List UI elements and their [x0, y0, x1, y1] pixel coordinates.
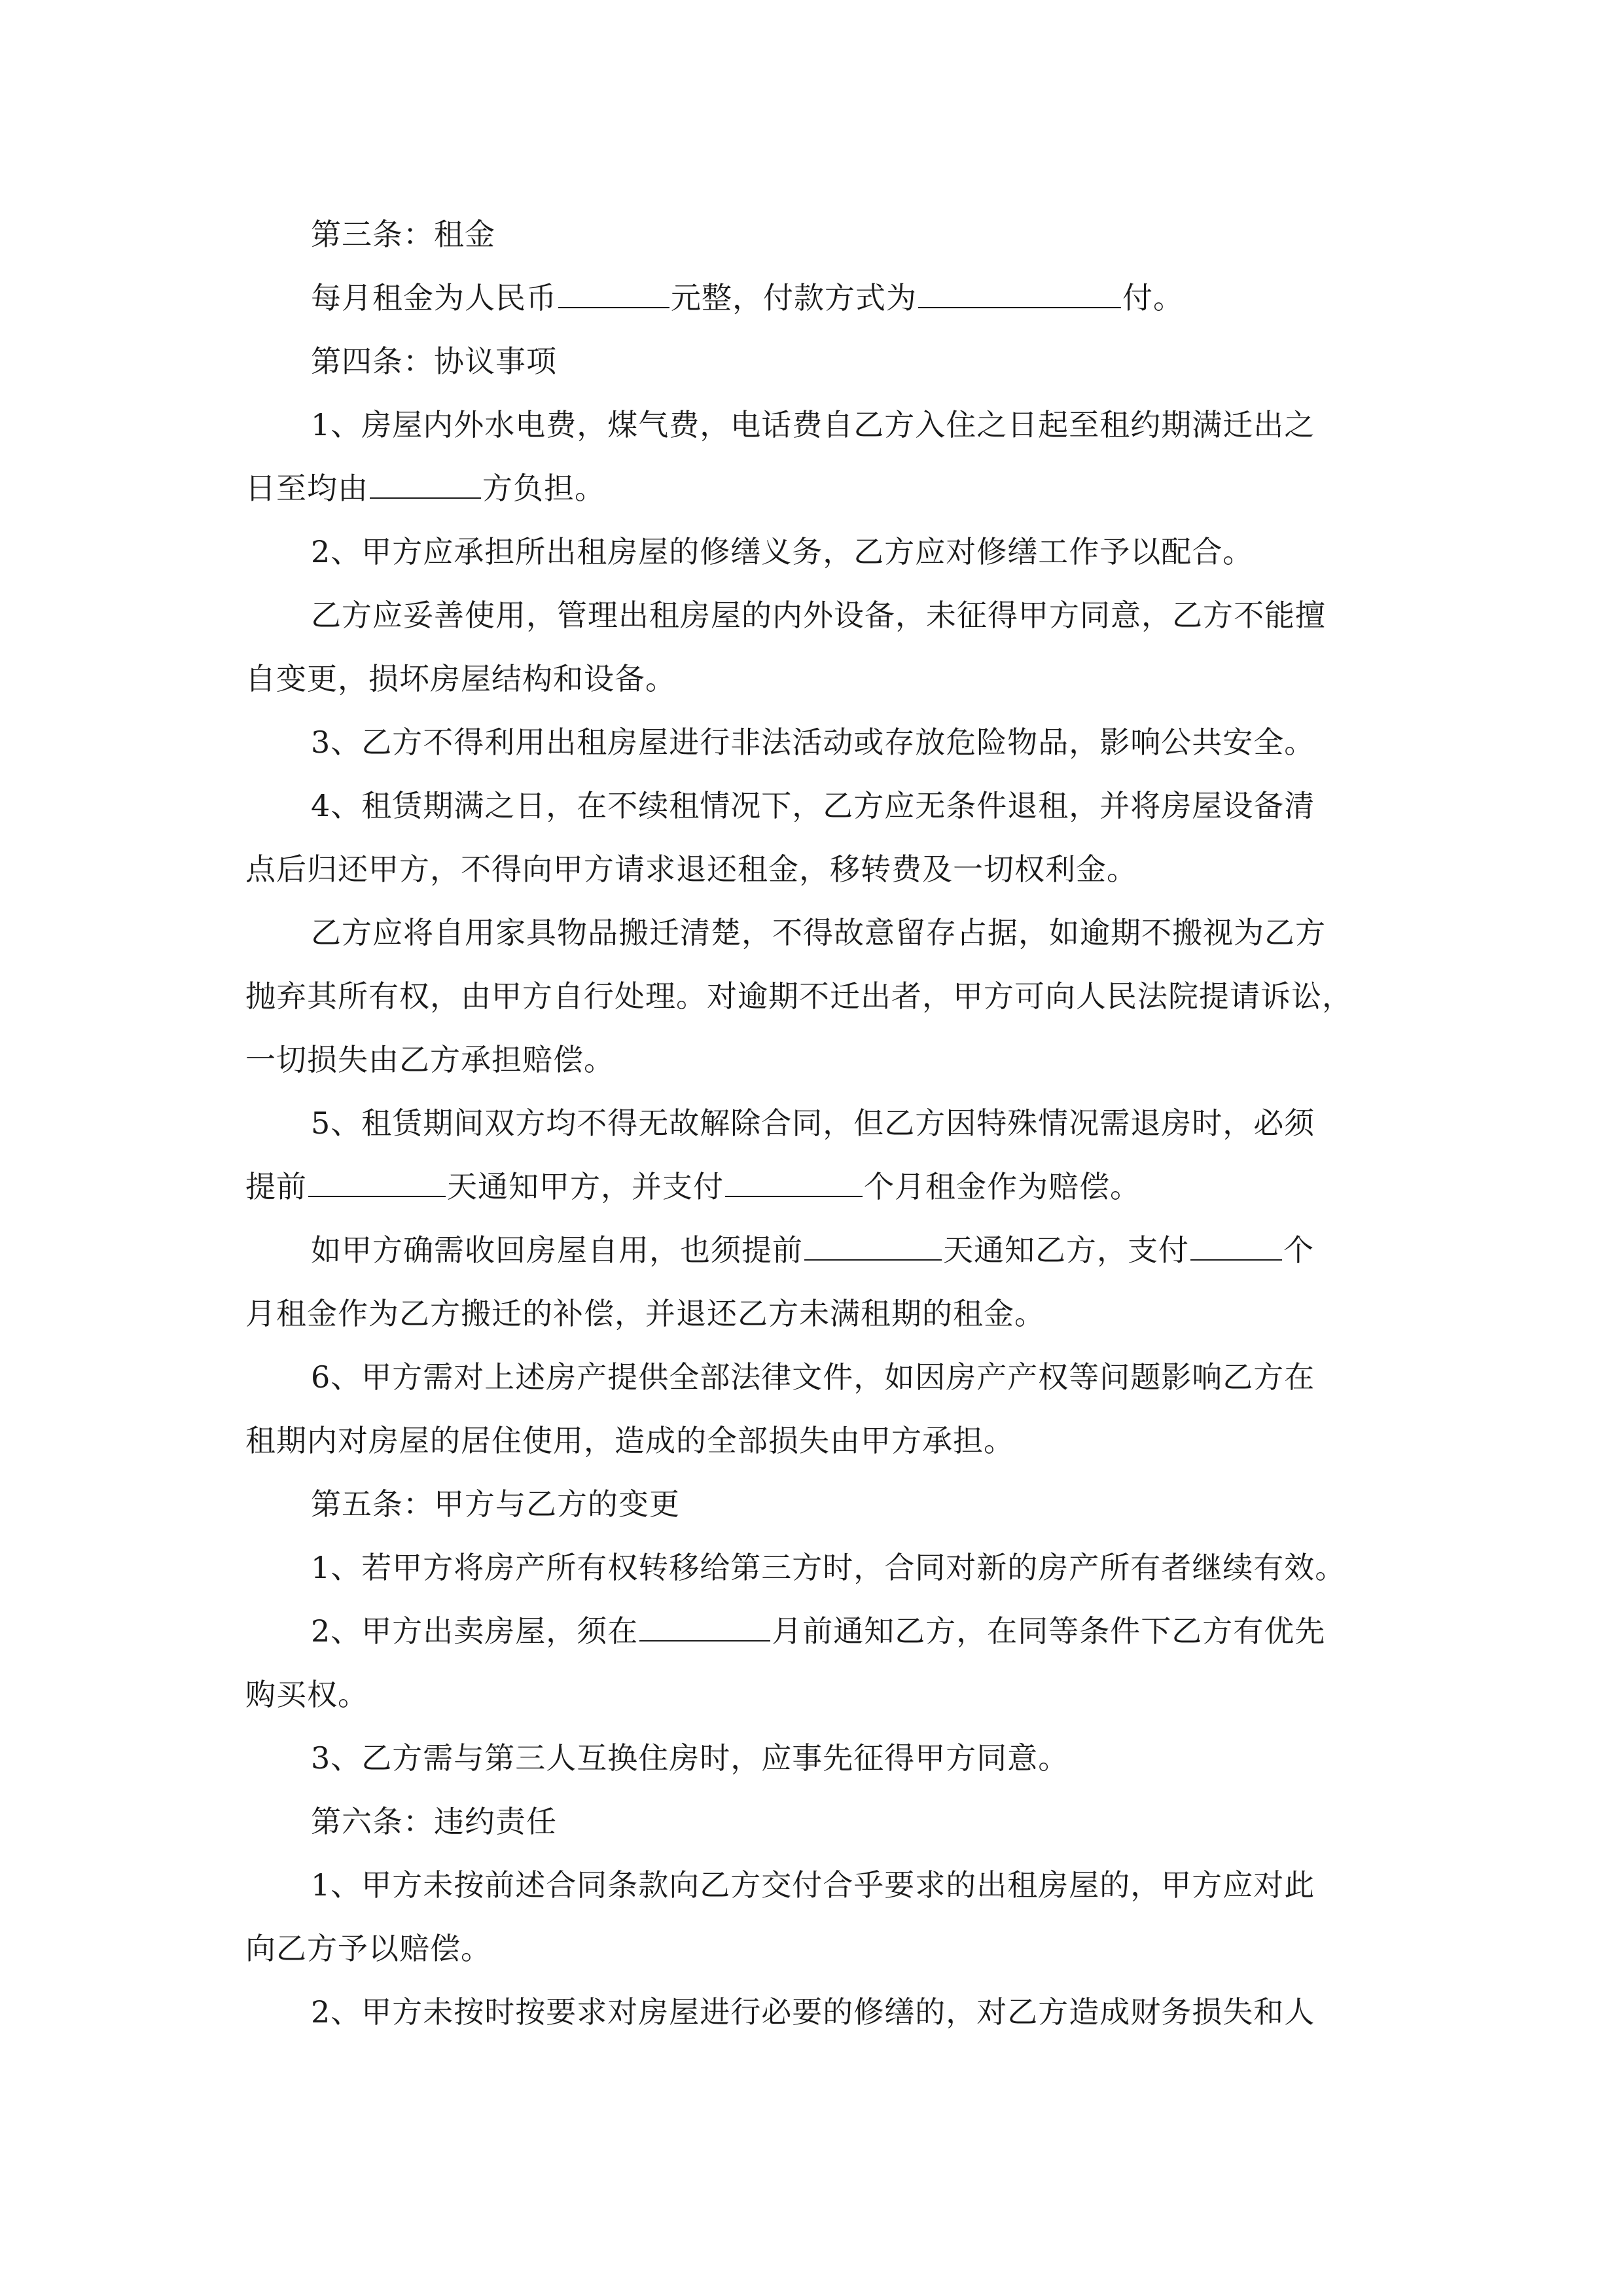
clause-4-4-line-1	[245, 774, 1384, 838]
clause-4-4-text-2: 点后归还甲方，不得向甲方请求退还租金，移转费及一切权利金。	[245, 852, 1137, 887]
clause-5-2-text-1b: 月前通知乙方，在同等条件下乙方有优先	[772, 1613, 1326, 1649]
clause-4-4b-text-2: 抛弃其所有权，由甲方自行处理。对逾期不迁出者，甲方可向人民法院提请诉讼，	[245, 978, 1353, 1014]
tenant-notice-days-blank	[308, 1170, 446, 1197]
rent-text-a: 每月租金为人民币	[311, 280, 557, 315]
clause-4-5-text-2a: 提前	[245, 1169, 307, 1204]
clause-4-1-text-2b: 方负担。	[482, 471, 605, 506]
clause-6-1-text-1: 1、甲方未按前述合同条款向乙方交付合乎要求的出租房屋的，甲方应对此	[311, 1867, 1315, 1903]
clause-4-6-text-1: 6、甲方需对上述房产提供全部法律文件，如因房产产权等问题影响乙方在	[311, 1359, 1315, 1395]
rent-text-b: 元整，付款方式为	[671, 280, 917, 315]
rent-text-c: 付。	[1122, 280, 1184, 315]
clause-4-2b-text-2: 自变更，损坏房屋结构和设备。	[245, 661, 676, 696]
rent-amount-blank	[558, 281, 669, 308]
landlord-notice-days-blank	[804, 1233, 942, 1261]
article-4-heading-text: 第四条：协议事项	[311, 344, 557, 379]
document-body	[245, 203, 1384, 2044]
clause-4-5b-text-1a: 如甲方确需收回房屋自用，也须提前	[311, 1232, 803, 1268]
clause-4-2-text: 2、甲方应承担所出租房屋的修缮义务，乙方应对修缮工作予以配合。	[311, 534, 1254, 569]
clause-4-4-text-1: 4、租赁期满之日，在不续租情况下，乙方应无条件退租，并将房屋设备清	[311, 788, 1315, 823]
article-6-heading-text: 第六条：违约责任	[311, 1804, 557, 1839]
clause-4-1-text-1: 1、房屋内外水电费，煤气费，电话费自乙方入住之日起至租约期满迁出之	[311, 407, 1315, 442]
article-4-heading	[245, 330, 1384, 393]
clause-4-5b-text-1c: 个	[1283, 1232, 1314, 1268]
clause-4-4b-line-1	[245, 901, 1384, 965]
clause-5-2-line-1	[245, 1600, 1384, 1663]
clause-4-4b-text-1: 乙方应将自用家具物品搬迁清楚，不得故意留存占据，如逾期不搬视为乙方	[311, 915, 1326, 950]
clause-4-4b-text-3: 一切损失由乙方承担赔偿。	[245, 1042, 615, 1077]
clause-4-4b-line-3	[245, 1028, 1384, 1092]
sale-notice-months-blank	[639, 1614, 770, 1641]
clause-4-5-text-2c: 个月租金作为赔偿。	[864, 1169, 1141, 1204]
article-6-heading	[245, 1790, 1384, 1854]
clause-4-5b-text-1b: 天通知乙方，支付	[943, 1232, 1189, 1268]
clause-5-3-text: 3、乙方需与第三人互换住房时，应事先征得甲方同意。	[311, 1740, 1069, 1776]
article-5-heading	[245, 1473, 1384, 1536]
clause-5-2-text-2: 购买权。	[245, 1677, 368, 1712]
rent-paragraph	[245, 266, 1384, 330]
payment-method-blank	[918, 281, 1121, 308]
clause-5-1-text: 1、若甲方将房产所有权转移给第三方时，合同对新的房产所有者继续有效。	[311, 1550, 1346, 1585]
clause-5-1-line-1	[245, 1536, 1384, 1600]
clause-4-5-line-2	[245, 1155, 1384, 1219]
clause-4-2-line-1	[245, 520, 1384, 584]
clause-4-4-line-2	[245, 838, 1384, 901]
clause-4-5b-line-2	[245, 1282, 1384, 1346]
landlord-compensation-months-blank	[1190, 1233, 1282, 1261]
utility-party-blank	[370, 471, 481, 499]
clause-4-6-line-1	[245, 1346, 1384, 1409]
clause-5-2-line-2	[245, 1663, 1384, 1727]
clause-4-5b-text-2: 月租金作为乙方搬迁的补偿，并退还乙方未满租期的租金。	[245, 1296, 1045, 1331]
clause-4-3-line-1	[245, 711, 1384, 774]
clause-6-1-line-1	[245, 1854, 1384, 1917]
article-3-heading	[245, 203, 1384, 266]
clause-6-2-line-1	[245, 1981, 1384, 2044]
clause-4-3-text: 3、乙方不得利用出租房屋进行非法活动或存放危险物品，影响公共安全。	[311, 725, 1315, 760]
clause-4-5-line-1	[245, 1092, 1384, 1155]
clause-4-1-line-2	[245, 457, 1384, 520]
clause-4-5b-line-1	[245, 1219, 1384, 1282]
clause-6-2-text-1: 2、甲方未按时按要求对房屋进行必要的修缮的，对乙方造成财务损失和人	[311, 1994, 1315, 2030]
clause-4-6-line-2	[245, 1409, 1384, 1473]
clause-4-1-text-2a: 日至均由	[245, 471, 368, 506]
article-3-heading-text: 第三条：租金	[311, 217, 495, 252]
clause-6-1-line-2	[245, 1917, 1384, 1981]
clause-4-6-text-2: 租期内对房屋的居住使用，造成的全部损失由甲方承担。	[245, 1423, 1014, 1458]
clause-4-5-text-2b: 天通知甲方，并支付	[447, 1169, 724, 1204]
clause-5-3-line-1	[245, 1727, 1384, 1790]
clause-4-2b-line-2	[245, 647, 1384, 711]
clause-5-2-text-1a: 2、甲方出卖房屋，须在	[311, 1613, 639, 1649]
clause-4-2b-text-1: 乙方应妥善使用，管理出租房屋的内外设备，未征得甲方同意，乙方不能擅	[311, 598, 1326, 633]
clause-4-5-text-1: 5、租赁期间双方均不得无故解除合同，但乙方因特殊情况需退房时，必须	[311, 1105, 1315, 1141]
tenant-compensation-months-blank	[725, 1170, 863, 1197]
clause-4-2b-line-1	[245, 584, 1384, 647]
clause-6-1-text-2: 向乙方予以赔偿。	[245, 1931, 491, 1966]
clause-4-1-line-1	[245, 393, 1384, 457]
clause-4-4b-line-2	[245, 965, 1384, 1028]
article-5-heading-text: 第五条：甲方与乙方的变更	[311, 1486, 680, 1522]
